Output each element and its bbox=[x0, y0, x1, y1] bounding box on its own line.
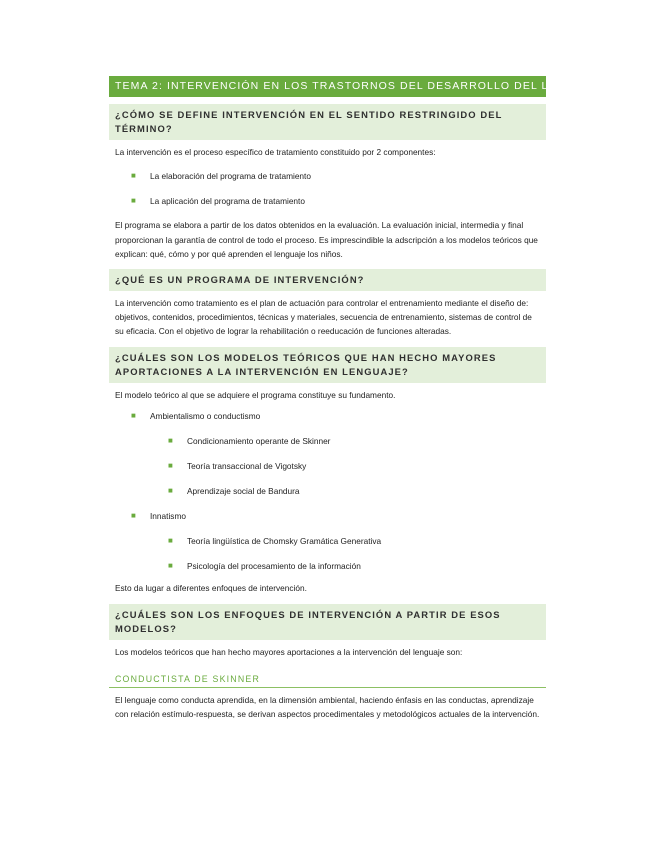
subsection-heading: CONDUCTISTA DE SKINNER bbox=[109, 673, 546, 688]
list-item bbox=[109, 460, 546, 472]
bullet-icon: ■ bbox=[131, 196, 136, 206]
document-title: TEMA 2: INTERVENCIÓN EN LOS TRASTORNOS DEL DESARROLLO DEL LENGUAJE bbox=[109, 76, 546, 97]
section-heading-programa: ¿QUÉ ES UN PROGRAMA DE INTERVENCIÓN? bbox=[109, 269, 546, 291]
document-content bbox=[109, 76, 606, 722]
list-item bbox=[109, 195, 546, 207]
bullet-icon: ■ bbox=[168, 461, 173, 471]
list-item bbox=[109, 535, 546, 547]
list-item-label: Aprendizaje social de Bandura bbox=[187, 486, 300, 497]
section-heading-enfoques: ¿CUÁLES SON LOS ENFOQUES DE INTERVENCIÓN A PARTIR DE ESOS MODELOS? bbox=[109, 604, 546, 640]
bullet-icon: ■ bbox=[168, 436, 173, 446]
list-item-label: Teoría lingüística de Chomsky Gramática Generativa bbox=[187, 536, 382, 547]
section-text: El lenguaje como conducta aprendida, en la dimensión ambiental, haciendo énfasis en las conductas, aprendizaje con relación estímulo-respuesta, se derivan aspectos procedimentales y metodológicos actuales de la intervención. bbox=[115, 695, 540, 720]
list-item-label: Teoría transaccional de Vigotsky bbox=[187, 461, 307, 472]
bullet-icon: ■ bbox=[168, 561, 173, 571]
list-item bbox=[109, 560, 546, 572]
bullet-icon: ■ bbox=[168, 486, 173, 496]
list-item-label: La elaboración del programa de tratamiento bbox=[150, 171, 311, 182]
list-item-label: La aplicación del programa de tratamiento bbox=[150, 196, 305, 207]
bullet-icon: ■ bbox=[131, 511, 136, 521]
list-item-label: Psicología del procesamiento de la información bbox=[187, 561, 361, 572]
list-item bbox=[109, 485, 546, 497]
section-text: La intervención como tratamiento es el plan de actuación para controlar el entrenamiento mediante el diseño de: objetivos, contenidos, procedimientos, técnicas y materiales, secuencia de entrenamiento, sistemas de control de su eficacia. Con el objetivo de lograr la rehabilitación o reeducación de funciones alteradas. bbox=[115, 297, 532, 337]
section-text: El modelo teórico al que se adquiere el programa constituye su fundamento. bbox=[115, 389, 396, 400]
section-text: El programa se elabora a partir de los datos obtenidos en la evaluación. La evaluación inicial, intermedia y final proporcionan la garantía de control de todo el proceso. Es imprescindible la adscripción a los modelos teóricos que explican: qué, cómo y por qué aprenden el lenguaje los niños. bbox=[115, 220, 538, 260]
section-text: Los modelos teóricos que han hecho mayores aportaciones a la intervención del lenguaje son: bbox=[115, 646, 463, 657]
bullet-icon: ■ bbox=[131, 171, 136, 181]
section-text: Esto da lugar a diferentes enfoques de intervención. bbox=[115, 583, 307, 594]
list-item-label: Ambientalismo o conductismo bbox=[150, 411, 261, 422]
list-item-label: Condicionamiento operante de Skinner bbox=[187, 436, 331, 447]
section-heading-modelos: ¿CUÁLES SON LOS MODELOS TEÓRICOS QUE HAN HECHO MAYORES APORTACIONES A LA INTERVENCIÓN EN LENGUAJE? bbox=[109, 347, 546, 383]
bullet-icon: ■ bbox=[168, 536, 173, 546]
list-item bbox=[109, 510, 546, 522]
section-text: La intervención es el proceso específico de tratamiento constituido por 2 componentes: bbox=[115, 147, 436, 157]
section-heading-definicion: ¿CÓMO SE DEFINE INTERVENCIÓN EN EL SENTIDO RESTRINGIDO DEL TÉRMINO? bbox=[109, 104, 546, 140]
list-item bbox=[109, 170, 546, 182]
list-item-label: Innatismo bbox=[150, 511, 186, 522]
bullet-icon: ■ bbox=[131, 411, 136, 421]
list-item bbox=[109, 410, 546, 422]
list-item bbox=[109, 435, 546, 447]
